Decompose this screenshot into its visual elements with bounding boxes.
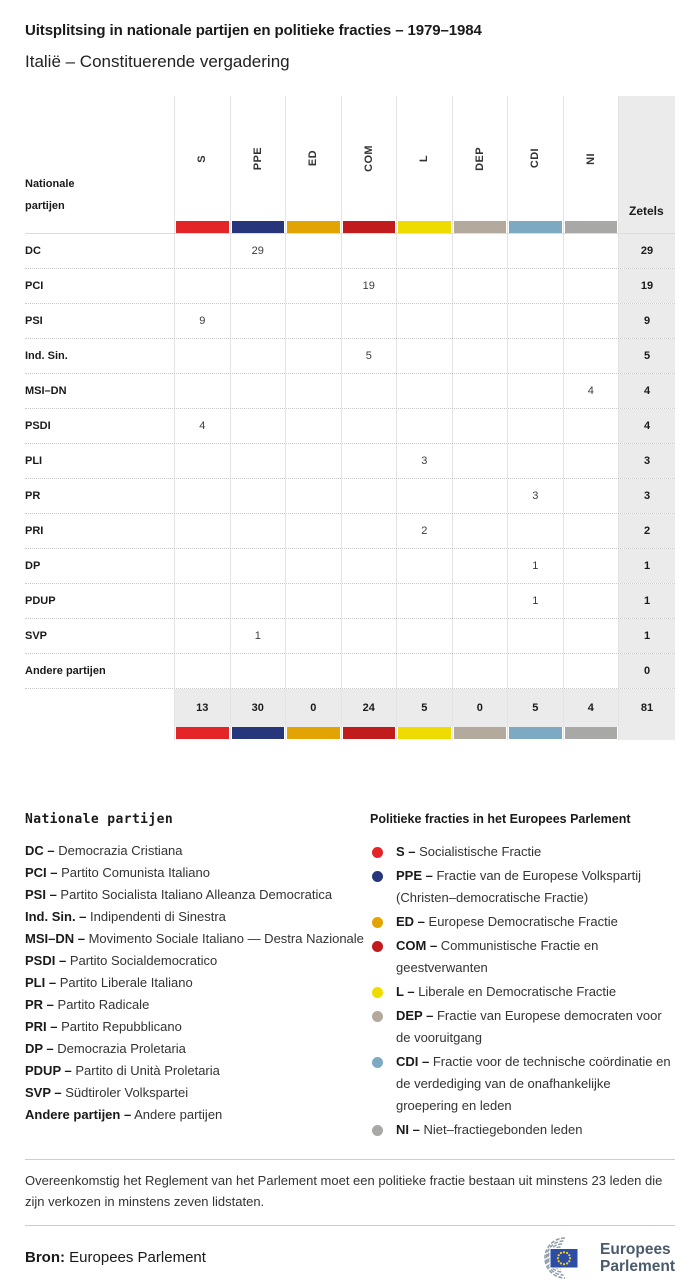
party-label: Andere partijen: [25, 665, 106, 677]
group-color-bar: [343, 727, 396, 739]
column-header-l: [396, 96, 452, 233]
legend-item: SVP – Südtiroler Volkspartei: [25, 1085, 189, 1100]
table-row: DP 1 1: [25, 549, 675, 584]
ep-hemicycle-icon: [529, 1236, 591, 1280]
table-row: DC 29 29: [25, 234, 675, 269]
source: Bron: Europees Parlement: [25, 1249, 206, 1267]
table-row: PDUP 1 1: [25, 584, 675, 619]
table-row: MSI–DN 4 4: [25, 374, 675, 409]
group-color-bar: [509, 221, 562, 233]
column-header-s: [174, 96, 230, 233]
group-color-bar: [565, 727, 618, 739]
zetels-value: 1: [618, 619, 675, 653]
party-label: PDUP: [25, 595, 56, 607]
table-header: [25, 96, 675, 234]
zetels-value: 1: [618, 549, 675, 583]
group-color-dot: [372, 1057, 383, 1068]
zetels-value: 9: [618, 304, 675, 338]
footer: [25, 1236, 675, 1280]
page-subtitle: Italië – Constituerende vergadering: [25, 52, 290, 71]
group-color-bar: [343, 221, 396, 233]
group-color-dot: [372, 1125, 383, 1136]
legend-item: COM – Communistische Fractie en geestverwanten: [370, 935, 675, 979]
legend-item: NI – Niet–fractiegebonden leden: [370, 1119, 675, 1141]
ep-logo: [529, 1236, 675, 1280]
column-header-dep: [452, 96, 508, 233]
legend-item: PDUP – Partito di Unità Proletaria: [25, 1063, 220, 1078]
legend-item: PSI – Partito Socialista Italiano Alleanza Democratica: [25, 887, 333, 902]
legend-item: DEP – Fractie van Europese democraten voor de vooruitgang: [370, 1005, 675, 1049]
group-color-bar: [509, 727, 562, 739]
group-code: PPE: [251, 146, 264, 171]
group-total: 0: [285, 689, 341, 727]
group-color-bar: [287, 221, 340, 233]
footnote: Overeenkomstig het Reglement van het Parlement moet een politieke fractie bestaan uit minstens 23 leden die zijn verkozen in minstens zeven lidstaten.: [25, 1173, 663, 1209]
group-code: CDI: [529, 148, 542, 169]
group-total: 0: [452, 689, 508, 727]
legend-item: Andere partijen – Andere partijen: [25, 1107, 223, 1122]
table-row: PSI 9 9: [25, 304, 675, 339]
zetels-value: 2: [618, 514, 675, 548]
group-total: 4: [563, 689, 619, 727]
zetels-value: 3: [618, 444, 675, 478]
legend-item: PRI – Partito Repubblicano: [25, 1019, 182, 1034]
legend-item: CDI – Fractie voor de technische coördinatie en de verdediging van de onafhankelijke groepering en leden: [370, 1051, 675, 1117]
group-color-bar: [176, 727, 229, 739]
ep-logo-text: Europees Parlement: [600, 1240, 675, 1275]
group-color-bar: [398, 727, 451, 739]
totals-row: [25, 689, 675, 727]
legend-heading: Nationale partijen: [25, 812, 174, 827]
group-color-dot: [372, 987, 383, 998]
group-total: 13: [174, 689, 230, 727]
party-label: PSDI: [25, 420, 51, 432]
legend-item: PPE – Fractie van de Europese Volkspartij (Christen–democratische Fractie): [370, 865, 675, 909]
legend-item: Ind. Sin. – Indipendenti di Sinestra: [25, 909, 226, 924]
table-row: PSDI 4 4: [25, 409, 675, 444]
zetels-value: 19: [618, 269, 675, 303]
group-code: L: [418, 154, 431, 163]
group-total: 5: [396, 689, 452, 727]
corner-header: Nationale partijen: [25, 178, 75, 212]
column-header-com: [341, 96, 397, 233]
page-title: Uitsplitsing in nationale partijen en politieke fracties – 1979–1984: [25, 22, 482, 39]
table-row: [25, 654, 675, 689]
group-code: NI: [584, 152, 597, 165]
legend-item: L – Liberale en Democratische Fractie: [370, 981, 675, 1003]
party-label: PCI: [25, 280, 44, 292]
column-header-cdi: [507, 96, 563, 233]
legend-item: ED – Europese Democratische Fractie: [370, 911, 675, 933]
table-row: Ind. Sin. 5 5: [25, 339, 675, 374]
group-code: ED: [307, 150, 320, 167]
group-color-dot: [372, 917, 383, 928]
party-label: SVP: [25, 630, 48, 642]
totals-color-bars: [25, 727, 675, 740]
divider: [25, 1159, 675, 1160]
party-label: PLI: [25, 455, 43, 467]
legend-heading: Politieke fracties in het Europees Parlement: [370, 812, 631, 826]
column-header-ppe: [230, 96, 286, 233]
column-header-ni: [563, 96, 619, 233]
table-row: PCI 19 19: [25, 269, 675, 304]
group-color-bar: [287, 727, 340, 739]
party-label: DC: [25, 245, 41, 257]
seats-table: [25, 96, 675, 740]
legend-item: PSDI – Partito Socialdemocratico: [25, 953, 218, 968]
legend-item: DP – Democrazia Proletaria: [25, 1041, 186, 1056]
group-total: 24: [341, 689, 397, 727]
group-color-dot: [372, 1011, 383, 1022]
group-code: COM: [362, 145, 375, 172]
zetels-header: Zetels: [618, 96, 675, 233]
legends: [25, 812, 675, 1143]
group-color-bar: [232, 727, 285, 739]
group-color-bar: [176, 221, 229, 233]
legend-national-parties: [25, 812, 370, 1143]
group-color-bar: [454, 221, 507, 233]
legend-item: S – Socialistische Fractie: [370, 841, 675, 863]
party-label: PSI: [25, 315, 43, 327]
group-color-dot: [372, 871, 383, 882]
group-color-bar: [398, 221, 451, 233]
group-color-bar: [232, 221, 285, 233]
party-label: PRI: [25, 525, 44, 537]
legend-political-groups: [370, 812, 675, 1143]
column-header-ed: [285, 96, 341, 233]
zetels-total: 81: [618, 689, 675, 727]
group-color-bar: [454, 727, 507, 739]
table-row: PRI 2 2: [25, 514, 675, 549]
group-total: 30: [230, 689, 286, 727]
group-code: DEP: [473, 146, 486, 171]
zetels-value: 4: [618, 409, 675, 443]
group-color-dot: [372, 941, 383, 952]
party-label: MSI–DN: [25, 385, 67, 397]
table-row: SVP 1 1: [25, 619, 675, 654]
party-label: PR: [25, 490, 41, 502]
legend-item: PLI – Partito Liberale Italiano: [25, 975, 193, 990]
legend-item: PR – Partito Radicale: [25, 997, 150, 1012]
table-row: PLI 3 3: [25, 444, 675, 479]
group-code: S: [196, 154, 209, 163]
party-label: DP: [25, 560, 41, 572]
legend-item: DC – Democrazia Cristiana: [25, 843, 183, 858]
zetels-value: 3: [618, 479, 675, 513]
legend-item: PCI – Partito Comunista Italiano: [25, 865, 210, 880]
divider: [25, 1225, 675, 1226]
group-color-dot: [372, 847, 383, 858]
zetels-value: 29: [618, 234, 675, 268]
legend-item: MSI–DN – Movimento Sociale Italiano — Destra Nazionale: [25, 931, 364, 946]
table-row: PR 3 3: [25, 479, 675, 514]
group-color-bar: [565, 221, 618, 233]
zetels-value: 5: [618, 339, 675, 373]
group-total: 5: [507, 689, 563, 727]
zetels-value: 0: [618, 654, 675, 688]
party-label: Ind. Sin.: [25, 350, 68, 362]
zetels-value: 1: [618, 584, 675, 618]
zetels-value: 4: [618, 374, 675, 408]
